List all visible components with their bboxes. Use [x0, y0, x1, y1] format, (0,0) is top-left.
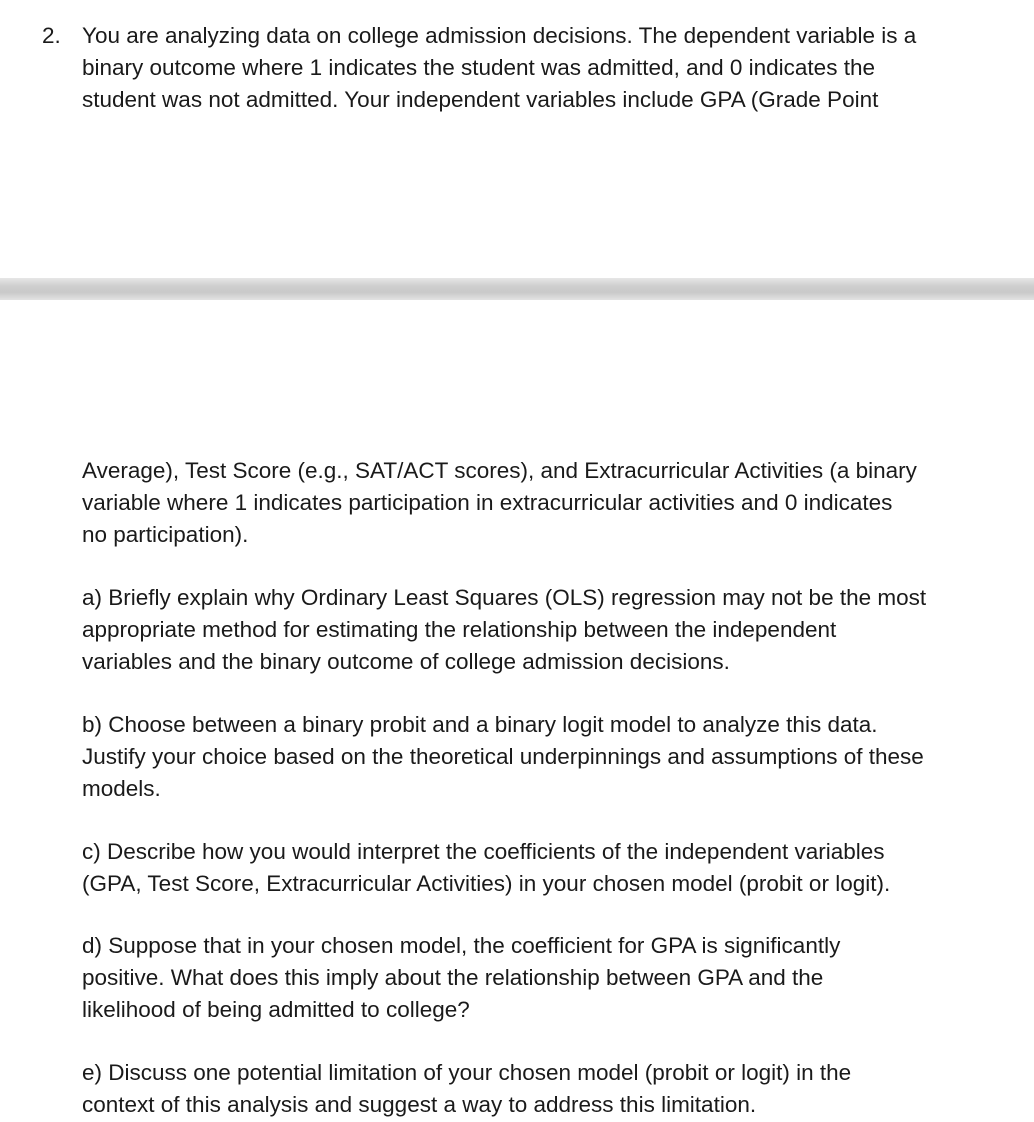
question-intro-line: You are analyzing data on college admission decisions. The dependent variable is a — [82, 23, 917, 48]
question-intro — [82, 20, 982, 116]
sub-question-e — [82, 1057, 982, 1121]
sub-question-d — [82, 930, 982, 1026]
sub-question-a — [82, 582, 982, 678]
sub-question-b — [82, 709, 982, 805]
sub-question-c — [82, 836, 982, 900]
question-intro-line: binary outcome where 1 indicates the student was admitted, and 0 indicates the — [82, 55, 875, 80]
sub-question-c-line: (GPA, Test Score, Extracurricular Activities) in your chosen model (probit or logit). — [82, 871, 891, 896]
sub-question-a-line: variables and the binary outcome of college admission decisions. — [82, 649, 730, 674]
sub-question-d-line: positive. What does this imply about the relationship between GPA and the — [82, 965, 824, 990]
sub-question-a-line: a) Briefly explain why Ordinary Least Squares (OLS) regression may not be the most — [82, 585, 927, 610]
question-number: 2. — [42, 23, 61, 48]
question-context-line: variable where 1 indicates participation in extracurricular activities and 0 indicates — [82, 490, 893, 515]
sub-question-e-line: e) Discuss one potential limitation of your chosen model (probit or logit) in the — [82, 1060, 852, 1085]
question-context-line: no participation). — [82, 522, 249, 547]
sub-question-a-line: appropriate method for estimating the relationship between the independent — [82, 617, 837, 642]
page-break-divider — [0, 278, 1034, 300]
sub-question-d-line: likelihood of being admitted to college? — [82, 997, 470, 1022]
sub-question-e-line: context of this analysis and suggest a way to address this limitation. — [82, 1092, 757, 1117]
sub-question-d-line: d) Suppose that in your chosen model, the coefficient for GPA is significantly — [82, 933, 841, 958]
sub-question-b-line: b) Choose between a binary probit and a binary logit model to analyze this data. — [82, 712, 878, 737]
sub-question-b-line: Justify your choice based on the theoretical underpinnings and assumptions of these — [82, 744, 924, 769]
question-context-line: Average), Test Score (e.g., SAT/ACT scores), and Extracurricular Activities (a binary — [82, 458, 917, 483]
question-context-continued — [82, 455, 982, 551]
question-intro-line: student was not admitted. Your independent variables include GPA (Grade Point — [82, 87, 879, 112]
sub-question-b-line: models. — [82, 776, 161, 801]
sub-question-c-line: c) Describe how you would interpret the coefficients of the independent variables — [82, 839, 885, 864]
